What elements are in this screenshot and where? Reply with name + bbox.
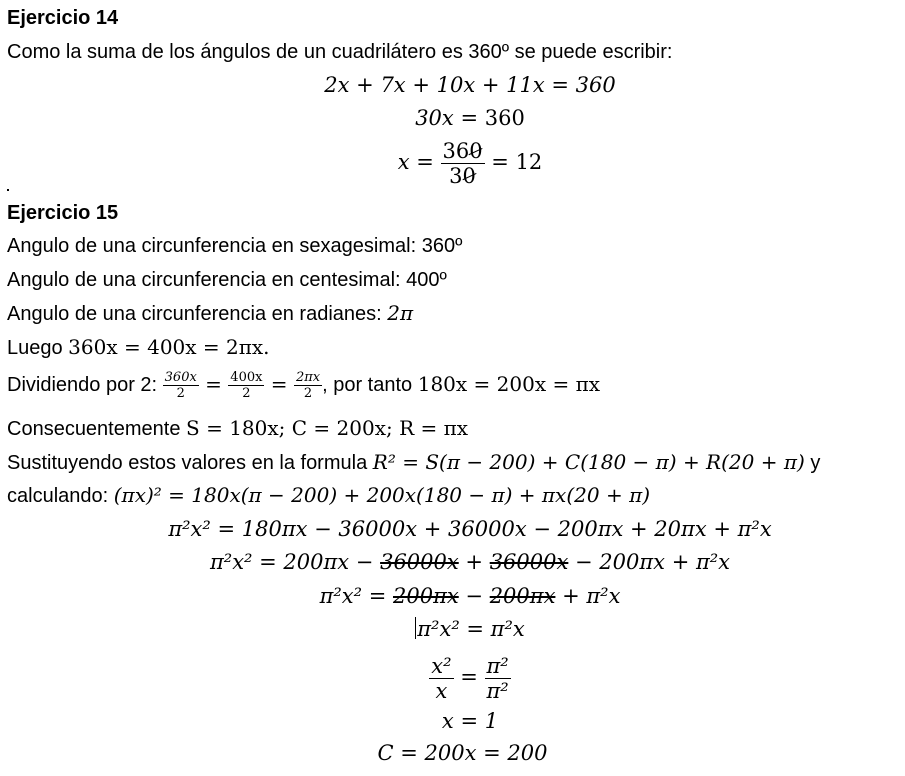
slashed-zero: 0 (462, 164, 476, 188)
line-sexagesimal: Angulo de una circunferencia en sexagesimal: 360º (7, 235, 463, 257)
line-dividiendo: Dividiendo por 2: $\frac{360x}{2}$ = $\frac{400x}{2}$ = $\frac{2\pi x}{2}$ , por tanto 180x = 200x = πx (7, 370, 600, 402)
equation-c-result (0, 740, 905, 766)
line-sustituyendo (7, 450, 820, 475)
equation-c-result-text: C = 200x = 200 (377, 741, 548, 765)
line-sustituyendo-text: Sustituyendo estos valores en la formula (7, 452, 373, 474)
stray-dot (7, 189, 9, 191)
struck-term: 200πx (489, 584, 556, 608)
line-radianes-text: Angulo de una circunferencia en radianes: (7, 303, 388, 325)
fraction-360-30 (441, 139, 485, 188)
exercise-15-title: Ejercicio 15 (7, 202, 119, 224)
struck-term: 200πx (393, 584, 459, 608)
fraction-400x-2: $\frac{400x}{2}$ (230, 370, 263, 402)
fraction-denominator: 30 (449, 164, 476, 188)
line-consecuentemente (7, 416, 468, 441)
fraction-2pix-2: $\frac{2\pi x}{2}$ (295, 370, 321, 402)
struck-term: 36000x (489, 550, 569, 574)
line-calculando-math: (πx)² = 180x(π − 200) + 200x(180 − π) + πx(20 + π) (113, 483, 651, 507)
equation-x-lhs: x = (397, 150, 434, 174)
fraction-numerator: 360 (442, 139, 483, 163)
equation-cancel-36000: π²x² = 200πx − 36000x + 36000x − 200πx + π²x (209, 550, 731, 574)
line-consecuentemente-text: Consecuentemente (7, 418, 187, 440)
struck-term: 36000x (380, 550, 459, 574)
equation-30x-rhs: = 360 (460, 106, 525, 130)
line-consecuentemente-math: S = 180x; C = 200x; R = πx (186, 416, 469, 440)
line-dividiendo-mid: , por tanto (322, 374, 418, 396)
line-calculando (7, 483, 650, 508)
line-sustituyendo-math: R² = S(π − 200) + C(180 − π) + R(20 + π) (372, 450, 805, 474)
equation-x-rhs: = 12 (491, 150, 543, 174)
equation-sum-angles (0, 72, 905, 98)
equation-x-equals-1 (0, 708, 905, 734)
equation-sum-angles-text: 2x + 7x + 10x + 11x = 360 (324, 73, 616, 97)
equation-30x-lhs: 30x (415, 106, 454, 130)
line-centesimal: Angulo de una circunferencia en centesimal: 400º (7, 269, 447, 291)
equation-ratio (0, 648, 905, 706)
equation-cancel-200pix: π²x² = 200πx − 200πx + π²x (319, 584, 621, 608)
equation-ratio-equals: = (460, 665, 478, 689)
line-dividiendo-math: 180x = 200x = πx (417, 372, 600, 396)
fraction-360x-2: $\frac{360x}{2}$ (164, 370, 197, 402)
line-radianes-math: 2π (387, 301, 414, 325)
line-calculando-text: calculando: (7, 485, 114, 507)
line-luego-math: 360x = 400x = 2πx. (68, 335, 270, 359)
fraction-pi2-pi2: $\frac{\text{π²}}{\text{π²}}$ (486, 654, 509, 703)
exercise-14-intro: Como la suma de los ángulos de un cuadrilátero es 360º se puede escribir: (7, 41, 673, 63)
fraction-x2-x: $\frac{\text{x²}}{x}$ (431, 654, 452, 703)
line-luego (7, 335, 270, 360)
equation-expanded (0, 516, 905, 542)
line-luego-text: Luego (7, 337, 69, 359)
equation-expanded-text: π²x² = 180πx − 36000x + 36000x − 200πx + 20πx + π²x (168, 517, 772, 541)
equation-30x (0, 105, 905, 131)
equation-simplified (0, 616, 905, 642)
slashed-zero: 0 (469, 139, 483, 163)
equation-x-fraction (0, 134, 905, 190)
line-dividiendo-text: Dividiendo por 2: (7, 374, 163, 396)
equation-x-equals-1-text: x = 1 (441, 709, 499, 733)
line-sustituyendo-end: y (804, 452, 821, 474)
equation-simplified-text: π²x² = π²x (417, 617, 525, 641)
exercise-14-title: Ejercicio 14 (7, 7, 119, 29)
line-radianes (7, 301, 413, 326)
